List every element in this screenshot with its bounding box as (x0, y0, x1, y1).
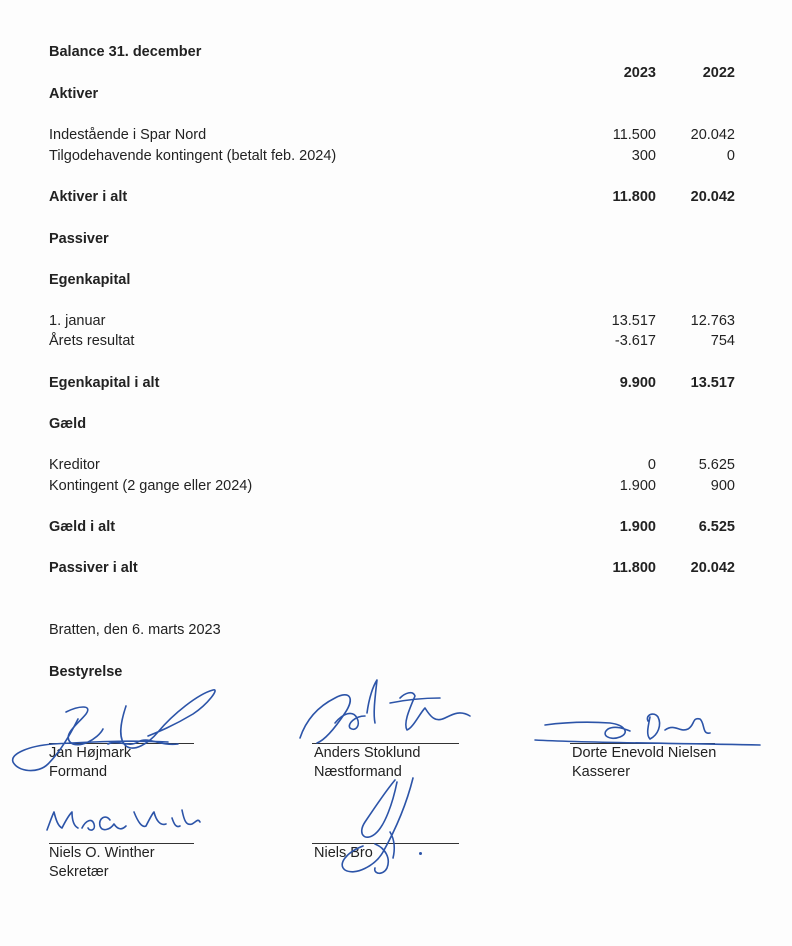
total-label-gaeld: Gæld i alt (49, 519, 116, 535)
signatory-role: Næstformand (314, 764, 402, 780)
row-label: Kreditor (49, 457, 100, 473)
row-label: Kontingent (2 gange eller 2024) (49, 478, 253, 494)
section-heading-aktiver: Aktiver (49, 86, 99, 102)
row-value-2022: 5.625 (698, 457, 735, 473)
total-value-2023: 1.900 (619, 519, 656, 535)
page-title: Balance 31. december (49, 44, 202, 60)
total-value-2022: 13.517 (690, 375, 735, 391)
row-value-2023: 300 (631, 148, 656, 164)
row-value-2022: 754 (710, 333, 735, 349)
row-value-2022: 20.042 (690, 127, 735, 143)
handwritten-signature (295, 668, 475, 758)
row-value-2022: 0 (726, 148, 735, 164)
section-heading-passiver: Passiver (49, 231, 109, 247)
signatory-name: Anders Stoklund (314, 745, 421, 761)
row-label: 1. januar (49, 313, 106, 329)
ink-dot (419, 852, 422, 855)
section-heading-egenkapital: Egenkapital (49, 272, 131, 288)
total-value-2022: 20.042 (690, 560, 735, 576)
total-value-2022: 20.042 (690, 189, 735, 205)
year-header-2022: 2022 (702, 65, 735, 81)
row-label: Årets resultat (49, 333, 135, 349)
handwritten-signature (335, 772, 430, 882)
handwritten-signature (8, 684, 223, 779)
total-label-egenkapital: Egenkapital i alt (49, 375, 160, 391)
board-heading: Bestyrelse (49, 664, 123, 680)
handwritten-signature (42, 800, 202, 845)
row-label: Tilgodehavende kontingent (betalt feb. 2024) (49, 148, 337, 164)
total-value-2022: 6.525 (698, 519, 735, 535)
year-header-2023: 2023 (623, 65, 656, 81)
signatory-role: Formand (49, 764, 108, 780)
signatory-role: Kasserer (572, 764, 631, 780)
row-label: Indestående i Spar Nord (49, 127, 207, 143)
signatory-name: Dorte Enevold Nielsen (572, 745, 717, 761)
signatory-role: Sekretær (49, 864, 109, 880)
row-value-2023: 13.517 (611, 313, 656, 329)
total-value-2023: 11.800 (612, 189, 656, 205)
row-value-2022: 12.763 (690, 313, 735, 329)
signatory-name: Jan Højmark (49, 745, 132, 761)
signatory-name: Niels O. Winther (49, 845, 155, 861)
handwritten-signature (530, 705, 765, 755)
row-value-2023: -3.617 (614, 333, 656, 349)
row-value-2023: 11.500 (612, 127, 656, 143)
signatory-name: Niels Bro (314, 845, 373, 861)
row-value-2022: 900 (710, 478, 735, 494)
total-value-2023: 9.900 (619, 375, 656, 391)
place-date: Bratten, den 6. marts 2023 (49, 622, 221, 638)
total-label-aktiver: Aktiver i alt (49, 189, 128, 205)
row-value-2023: 0 (647, 457, 656, 473)
total-label-passiver: Passiver i alt (49, 560, 138, 576)
section-heading-gaeld: Gæld (49, 416, 87, 432)
row-value-2023: 1.900 (619, 478, 656, 494)
total-value-2023: 11.800 (612, 560, 656, 576)
